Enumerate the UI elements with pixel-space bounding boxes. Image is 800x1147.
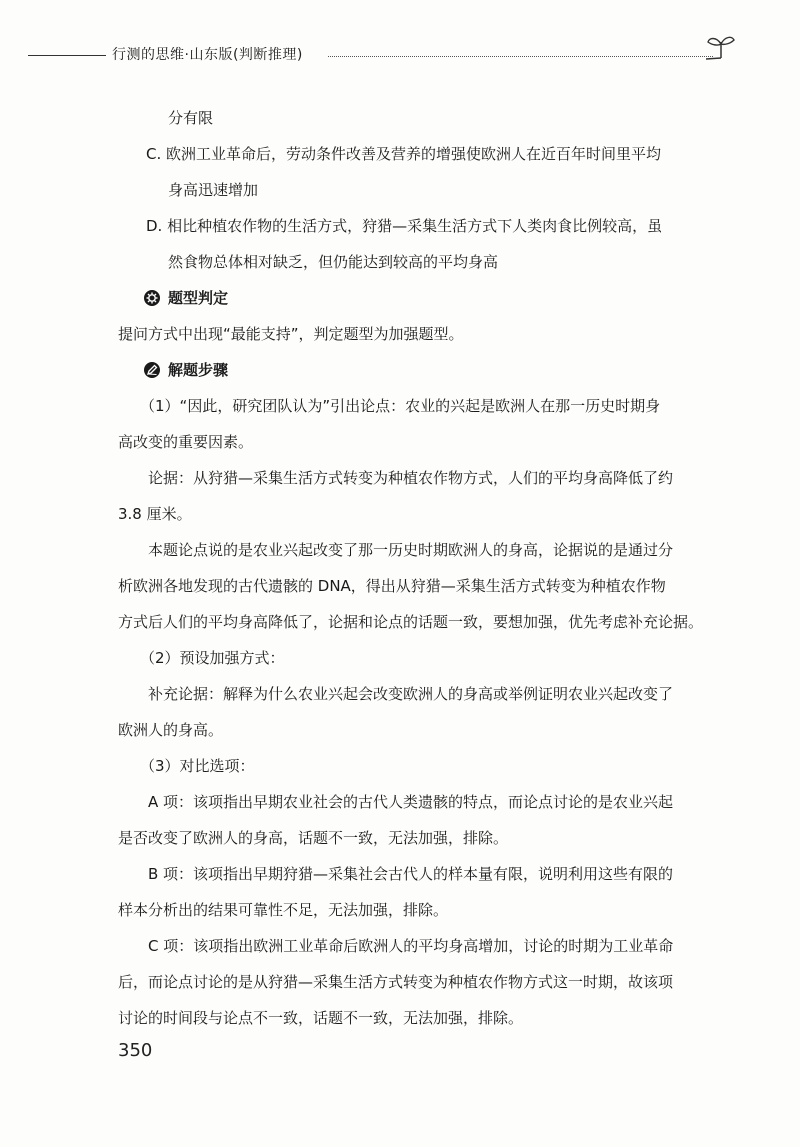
supplement-line-1: 补充论据：解释为什么农业兴起会改变欧洲人的身高或举例证明农业兴起改变了 [148,685,674,703]
question-type-text: 提问方式中出现“最能支持”，判定题型为加强题型。 [118,325,464,343]
analysis-line-2: 析欧洲各地发现的古代遗骸的 DNA，得出从狩猎—采集生活方式转变为种植农作物 [118,577,666,595]
evidence-line-2: 3.8 厘米。 [118,505,192,523]
option-c-analysis-line-3: 讨论的时间段与论点不一致，话题不一致，无法加强，排除。 [118,1009,524,1027]
evidence-line-1: 论据：从狩猎—采集生活方式转变为种植农作物方式，人们的平均身高降低了约 [148,469,674,487]
option-c-line-2: 身高迅速增加 [168,181,259,199]
page-body [118,100,712,1036]
option-b-analysis-line-1: B 项：该项指出早期狩猎—采集社会古代人的样本量有限，说明利用这些有限的 [148,865,674,883]
header-title: 行测的思维·山东版(判断推理) [112,47,303,63]
sprout-icon [706,32,736,60]
step2-line: （2）预设加强方式： [140,649,285,667]
option-d-line-1: D. 相比种植农作物的生活方式，狩猎—采集生活方式下人类肉食比例较高，虽 [146,217,663,235]
question-type-heading-text: 题型判定 [168,289,229,307]
step3-line: （3）对比选项： [140,757,255,775]
option-c-line-1: C. 欧洲工业革命后，劳动条件改善及营养的增强使欧洲人在近百年时间里平均 [146,145,662,163]
analysis-line-1: 本题论点说的是农业兴起改变了那一历史时期欧洲人的身高，论据说的是通过分 [148,541,674,559]
running-header [28,28,728,68]
header-rule-left [28,55,106,56]
option-c-analysis-line-2: 后，而论点讨论的是从狩猎—采集生活方式转变为种植农作物方式这一时期，故该项 [118,973,674,991]
option-b-analysis-line-2: 样本分析出的结果可靠性不足，无法加强，排除。 [118,901,449,919]
solution-steps-heading-text: 解题步骤 [168,361,229,379]
step1-line-1: （1）“因此，研究团队认为”引出论点：农业的兴起是欧洲人在那一历史时期身 [140,397,661,415]
question-type-heading [118,280,712,316]
option-a-analysis-line-1: A 项：该项指出早期农业社会的古代人类遗骸的特点，而论点讨论的是农业兴起 [148,793,674,811]
analysis-line-3: 方式后人们的平均身高降低了，论据和论点的话题一致，要想加强，优先考虑补充论据。 [118,613,704,631]
supplement-line-2: 欧洲人的身高。 [118,721,224,739]
option-a-analysis-line-2: 是否改变了欧洲人的身高，话题不一致，无法加强，排除。 [118,829,509,847]
page-number: 350 [118,1040,153,1061]
option-d-line-2: 然食物总体相对缺乏，但仍能达到较高的平均身高 [168,253,499,271]
header-dotted-rule [328,56,713,57]
option-c-analysis-line-1: C 项：该项指出欧洲工业革命后欧洲人的平均身高增加，讨论的时期为工业革命 [148,937,674,955]
option-b-tail: 分有限 [168,109,214,127]
gear-icon [144,290,160,306]
pencil-icon [144,362,160,378]
solution-steps-heading [118,352,712,388]
step1-line-2: 高改变的重要因素。 [118,433,254,451]
